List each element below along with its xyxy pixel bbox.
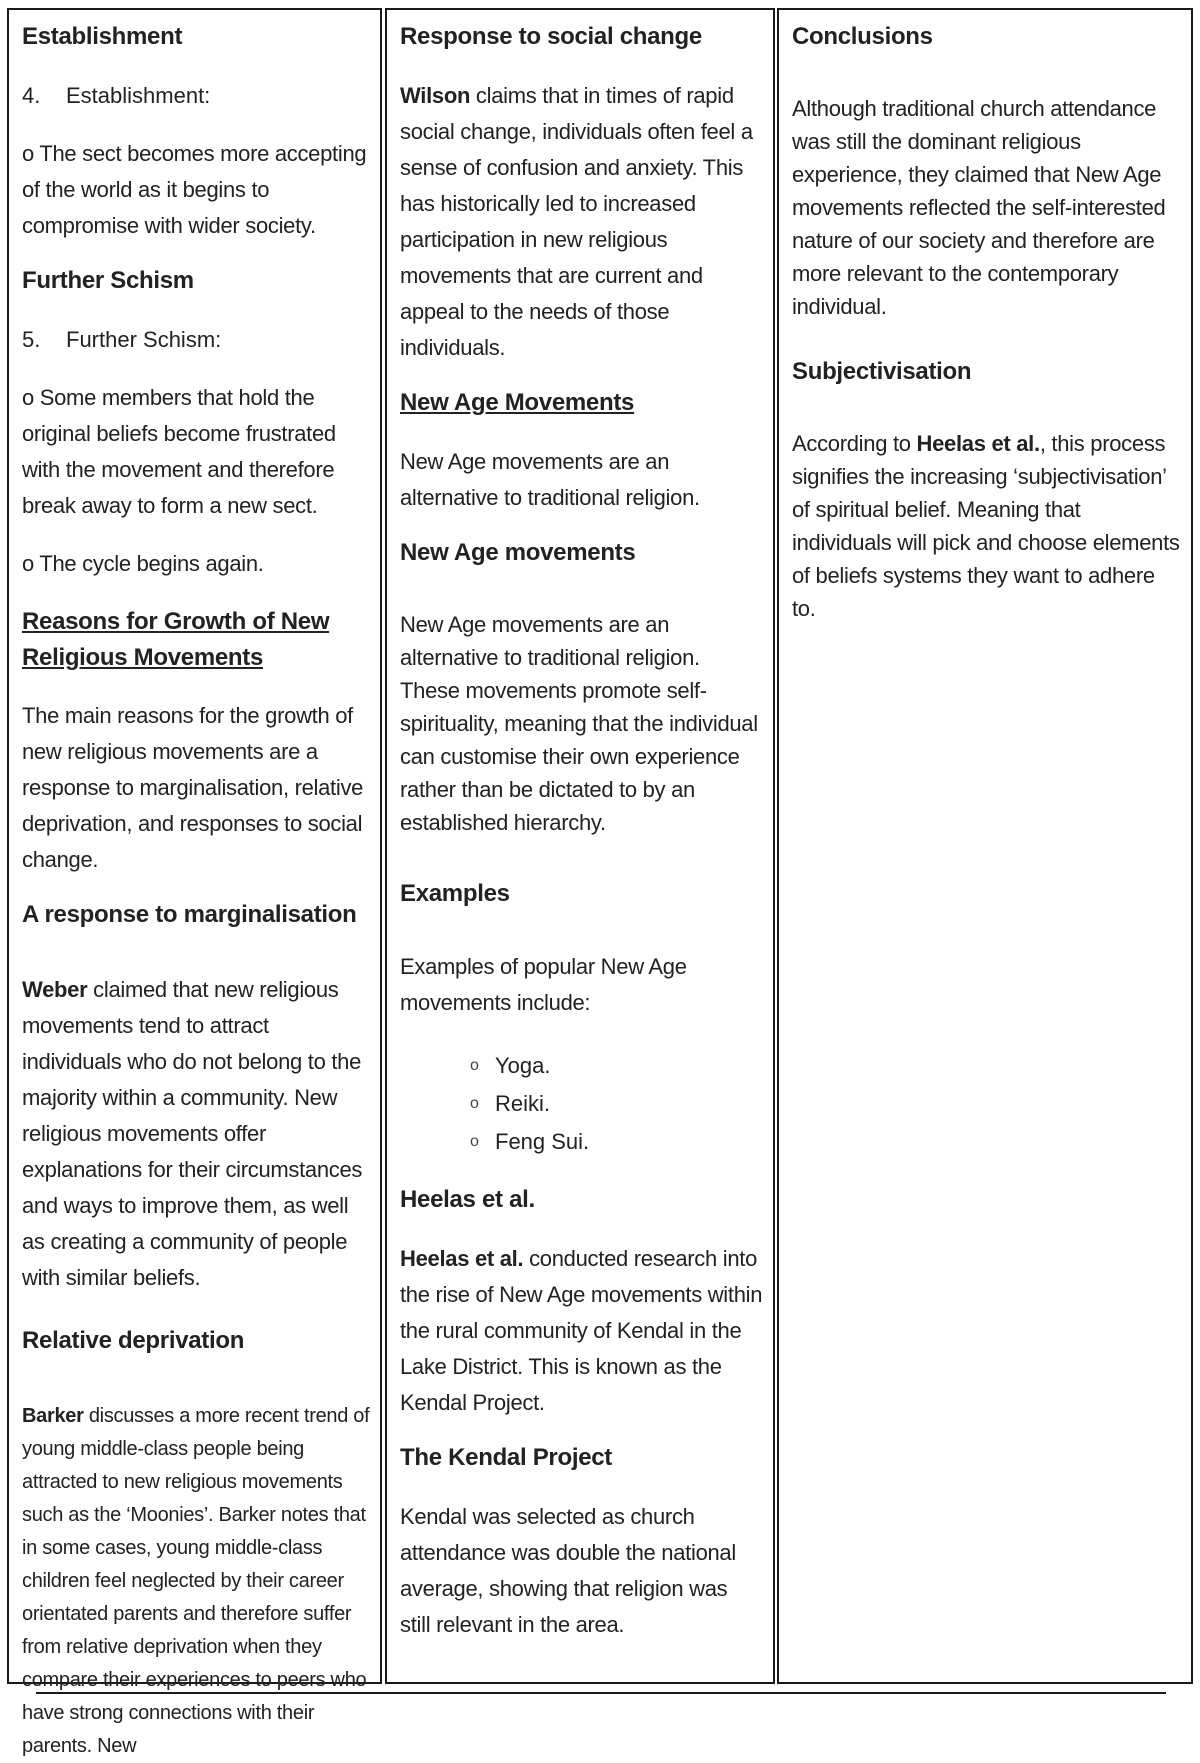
establishment-point: o The sect becomes more accepting of the world as it begins to compromise with wider society. — [22, 141, 367, 238]
weber-text: claimed that new religious movements tend to attract individuals who do not belong to the majority within a community. New religious movements offer explanations for their circumstances and ways to improve them, as well as creating a community of people with similar beliefs. — [22, 977, 363, 1290]
subj-name: Heelas et al. — [916, 431, 1040, 456]
footer-divider — [36, 1692, 1166, 1694]
list-item: o Feng Sui. — [470, 1123, 763, 1161]
heading-establishment: Establishment — [22, 23, 183, 50]
item-number: 4. — [22, 83, 41, 108]
bullet-icon: o — [470, 1095, 479, 1112]
list-item: o Reiki. — [470, 1085, 763, 1123]
subjectivisation-paragraph — [792, 427, 1181, 625]
schism-point-2: o The cycle begins again. — [22, 551, 264, 576]
bullet-icon: o — [470, 1057, 479, 1074]
heading-marginalisation: A response to marginalisation — [22, 901, 357, 928]
item-number: 5. — [22, 327, 41, 352]
new-age-intro-text: New Age movements are an alternative to traditional religion. — [400, 449, 700, 510]
heading-examples: Examples — [400, 880, 510, 907]
column-right — [777, 8, 1193, 1684]
heelas-paragraph — [400, 1241, 763, 1421]
column-left — [7, 8, 382, 1757]
column-middle — [385, 8, 775, 1684]
kendal-text: Kendal was selected as church attendance was double the national average, showing that religion was still relevant in the area. — [400, 1504, 736, 1637]
subj-text: , this process signifies the increasing ‘subjectivisation’ of spiritual belief. Meaning that individuals will pick and choose elements of beliefs systems they want to adhere to. — [792, 431, 1180, 621]
new-age-detail-text: New Age movements are an alternative to traditional religion. These movements promote self-spirituality, meaning that the individual can customise their own experience rather than be dictated to by an established hierarchy. — [400, 612, 758, 835]
heading-conclusions: Conclusions — [792, 23, 933, 50]
heading-new-age-movements: New Age Movements — [400, 389, 635, 416]
heading-further-schism: Further Schism — [22, 267, 194, 294]
bullet-icon: o — [470, 1133, 479, 1150]
barker-paragraph — [22, 1400, 370, 1763]
heelas-name: Heelas et al. — [400, 1246, 524, 1271]
heading-heelas: Heelas et al. — [400, 1186, 535, 1213]
item-label: Further Schism: — [66, 327, 222, 352]
heading-subjectivisation: Subjectivisation — [792, 358, 972, 385]
reasons-text: The main reasons for the growth of new religious movements are a response to marginalisation, relative deprivation, and responses to social change. — [22, 703, 364, 872]
weber-paragraph — [22, 972, 370, 1296]
schism-point-1: o Some members that hold the original beliefs become frustrated with the movement and therefore break away to form a new sect. — [22, 385, 336, 518]
heading-relative-deprivation: Relative deprivation — [22, 1327, 245, 1354]
barker-text: discusses a more recent trend of young middle-class people being attracted to new religious movements such as the ‘Moonies’. Barker notes that in some cases, young middle-class children feel neglected by their career orientated parents and therefore suffer from relative deprivation when they compare their experiences to peers who have strong connections with their parents. New — [22, 1405, 370, 1757]
barker-name: Barker — [22, 1405, 84, 1427]
weber-name: Weber — [22, 977, 88, 1002]
subj-pre: According to — [792, 431, 917, 456]
numbered-item-schism — [22, 322, 370, 358]
wilson-name: Wilson — [400, 83, 471, 108]
wilson-text: claims that in times of rapid social change, individuals often feel a sense of confusion and anxiety. This has historically led to increased participation in new religious movements that are current and appeal to the needs of those individuals. — [400, 83, 753, 360]
item-label: Establishment: — [66, 83, 211, 108]
heelas-text: conducted research into the rise of New Age movements within the rural community of Kendal in the Lake District. This is known as the Kendal Project. — [400, 1246, 763, 1415]
heading-new-age-movements-2: New Age movements — [400, 539, 636, 566]
examples-intro: Examples of popular New Age movements include: — [400, 954, 687, 1015]
heading-reasons-for-growth: Reasons for Growth of New Religious Movements — [22, 608, 330, 671]
heading-response-social-change: Response to social change — [400, 23, 702, 50]
heading-kendal-project: The Kendal Project — [400, 1444, 612, 1471]
numbered-item-establishment — [22, 78, 370, 114]
conclusions-text: Although traditional church attendance was still the dominant religious experience, they claimed that New Age movements reflected the self-interested nature of our society and therefore are more relevant to the contemporary individual. — [792, 96, 1166, 319]
examples-list — [470, 1047, 763, 1161]
list-item: o Yoga. — [470, 1047, 763, 1085]
wilson-paragraph — [400, 78, 763, 366]
